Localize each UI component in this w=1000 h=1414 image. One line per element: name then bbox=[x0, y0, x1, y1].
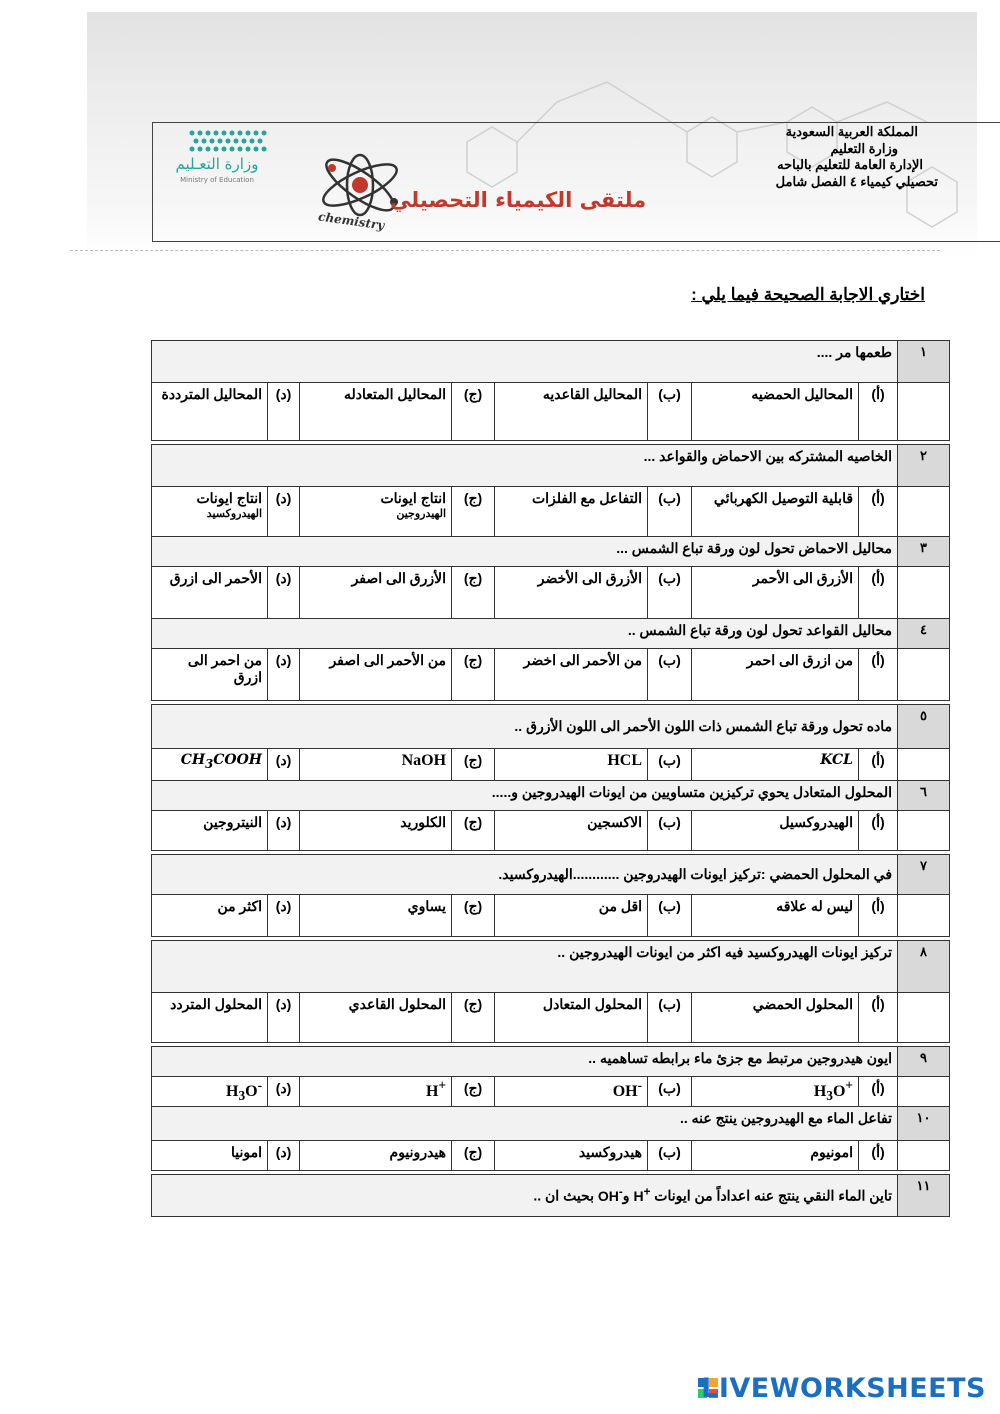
text-sup: - bbox=[618, 1185, 623, 1199]
option-label-d: (د) bbox=[268, 993, 300, 1043]
option-d[interactable] bbox=[152, 749, 268, 781]
text-part: H bbox=[633, 1187, 644, 1204]
formula-part: H bbox=[226, 1083, 239, 1101]
header-divider bbox=[70, 250, 940, 251]
text-part: بحيث ان .. bbox=[533, 1187, 598, 1204]
option-d[interactable]: المحاليل المترددة bbox=[152, 383, 268, 441]
question-text: الخاصيه المشتركه بين الاحماض والقواعد ... bbox=[152, 445, 898, 487]
option-b[interactable]: هيدروكسيد bbox=[495, 1140, 648, 1170]
answer-cell bbox=[898, 383, 950, 441]
option-a[interactable]: KCL bbox=[692, 749, 859, 781]
option-label-c: (ج) bbox=[452, 1077, 495, 1107]
option-label-b: (ب) bbox=[648, 811, 692, 851]
option-label-b: (ب) bbox=[648, 487, 692, 537]
option-c[interactable]: من الأحمر الى اصفر bbox=[300, 649, 452, 701]
header-line-ministry: وزارة التعليم bbox=[830, 140, 898, 156]
options-row bbox=[152, 1140, 950, 1170]
formula-sup: - bbox=[257, 1078, 263, 1093]
formula-sub: 3 bbox=[238, 1088, 246, 1104]
option-label-d: (د) bbox=[268, 383, 300, 441]
option-d-main: انتاج ايونات bbox=[196, 490, 263, 506]
option-label-d: (د) bbox=[268, 749, 300, 781]
answer-cell bbox=[898, 649, 950, 701]
option-label-c: (ج) bbox=[452, 567, 495, 619]
option-label-c: (ج) bbox=[452, 383, 495, 441]
option-label-c: (ج) bbox=[452, 1140, 495, 1170]
formula-part: O bbox=[832, 1083, 846, 1101]
question-row bbox=[152, 445, 950, 487]
option-a[interactable]: الهيدروكسيل bbox=[692, 811, 859, 851]
option-a[interactable]: من ازرق الى احمر bbox=[692, 649, 859, 701]
option-a[interactable]: المحاليل الحمضيه bbox=[692, 383, 859, 441]
option-label-d: (د) bbox=[268, 649, 300, 701]
option-b[interactable]: الأزرق الى الأخضر bbox=[495, 567, 648, 619]
options-row bbox=[152, 1077, 950, 1107]
question-row bbox=[152, 537, 950, 567]
formula-part: H bbox=[425, 1083, 439, 1101]
question-number: ٥ bbox=[898, 705, 950, 749]
option-d-sub: الهيدروكسيد bbox=[206, 508, 263, 520]
option-b[interactable]: اقل من bbox=[495, 895, 648, 937]
option-d[interactable]: الأحمر الى ازرق bbox=[152, 567, 268, 619]
option-b[interactable]: التفاعل مع الفلزات bbox=[495, 487, 648, 537]
option-c[interactable]: الكلوريد bbox=[300, 811, 452, 851]
option-c[interactable]: هيدرونيوم bbox=[300, 1140, 452, 1170]
formula-sup: - bbox=[637, 1078, 643, 1093]
formula-sup: + bbox=[438, 1078, 447, 1093]
option-c[interactable]: NaOH bbox=[300, 749, 452, 781]
options-row bbox=[152, 895, 950, 937]
formula-part: COOH bbox=[213, 752, 263, 768]
options-row bbox=[152, 567, 950, 619]
option-label-b: (ب) bbox=[648, 1077, 692, 1107]
option-b[interactable]: المحاليل القاعديه bbox=[495, 383, 648, 441]
ministry-logo-arabic: وزارة التعـليم bbox=[175, 155, 259, 173]
text-sup: + bbox=[643, 1185, 651, 1199]
question-row bbox=[152, 941, 950, 993]
formula-sub: 3 bbox=[826, 1088, 833, 1104]
option-label-a: (أ) bbox=[859, 649, 898, 701]
options-row bbox=[152, 487, 950, 537]
question-row bbox=[152, 855, 950, 895]
options-row bbox=[152, 649, 950, 701]
question-text: تركيز ايونات الهيدروكسيد فيه اكثر من ايونات الهيدروجين .. bbox=[152, 941, 898, 993]
question-number: ١ bbox=[898, 341, 950, 383]
option-label-a: (أ) bbox=[859, 749, 898, 781]
option-label-c: (ج) bbox=[452, 487, 495, 537]
formula-part: H bbox=[813, 1083, 827, 1101]
options-row bbox=[152, 749, 950, 781]
question-row bbox=[152, 781, 950, 811]
question-number: ٩ bbox=[898, 1047, 950, 1077]
option-d[interactable]: المحلول المتردد bbox=[152, 993, 268, 1043]
option-label-c: (ج) bbox=[452, 993, 495, 1043]
option-c[interactable]: المحاليل المتعادله bbox=[300, 383, 452, 441]
answer-cell bbox=[898, 1140, 950, 1170]
option-c-main: انتاج ايونات bbox=[380, 490, 447, 506]
option-label-d: (د) bbox=[268, 895, 300, 937]
question-row bbox=[152, 705, 950, 749]
option-label-d: (د) bbox=[268, 811, 300, 851]
ministry-logo-english: Ministry of Education bbox=[180, 176, 254, 184]
question-row bbox=[152, 1047, 950, 1077]
option-c[interactable]: الأزرق الى اصفر bbox=[300, 567, 452, 619]
option-c[interactable] bbox=[300, 1077, 452, 1107]
question-row bbox=[152, 1106, 950, 1140]
question-number: ٤ bbox=[898, 619, 950, 649]
option-label-a: (أ) bbox=[859, 383, 898, 441]
option-label-b: (ب) bbox=[648, 895, 692, 937]
question-text: ماده تحول ورقة تباع الشمس ذات اللون الأحمر الى اللون الأزرق .. bbox=[152, 705, 898, 749]
option-d[interactable]: امونيا bbox=[152, 1140, 268, 1170]
question-number: ٧ bbox=[898, 855, 950, 895]
option-label-b: (ب) bbox=[648, 1140, 692, 1170]
question-text: تفاعل الماء مع الهيدروجين ينتج عنه .. bbox=[152, 1106, 898, 1140]
ministry-logo bbox=[162, 128, 277, 190]
option-label-b: (ب) bbox=[648, 383, 692, 441]
formula-part: OH bbox=[612, 1083, 638, 1101]
answer-cell bbox=[898, 749, 950, 781]
answer-cell bbox=[898, 993, 950, 1043]
option-label-d: (د) bbox=[268, 1140, 300, 1170]
question-text: محاليل الاحماض تحول لون ورقة تباع الشمس ... bbox=[152, 537, 898, 567]
answer-cell bbox=[898, 567, 950, 619]
option-d[interactable] bbox=[152, 487, 268, 537]
option-label-d: (د) bbox=[268, 1077, 300, 1107]
question-row bbox=[152, 341, 950, 383]
option-label-a: (أ) bbox=[859, 567, 898, 619]
options-row bbox=[152, 811, 950, 851]
options-row bbox=[152, 993, 950, 1043]
option-label-a: (أ) bbox=[859, 1140, 898, 1170]
answer-cell bbox=[898, 895, 950, 937]
option-label-c: (ج) bbox=[452, 649, 495, 701]
option-label-c: (ج) bbox=[452, 895, 495, 937]
liveworksheets-brand[interactable]: LIVEWORKSHEETS bbox=[701, 1373, 986, 1404]
question-text: المحلول المتعادل يحوي تركيزين متساويين من ايونات الهيدروجين و..... bbox=[152, 781, 898, 811]
question-text: ايون هيدروجين مرتبط مع جزئ ماء برابطه تساهميه .. bbox=[152, 1047, 898, 1077]
option-label-d: (د) bbox=[268, 567, 300, 619]
formula-part: O bbox=[245, 1083, 258, 1101]
question-number: ٨ bbox=[898, 941, 950, 993]
option-a[interactable]: امونيوم bbox=[692, 1140, 859, 1170]
option-label-a: (أ) bbox=[859, 1077, 898, 1107]
questions-table bbox=[151, 340, 950, 1217]
option-label-a: (أ) bbox=[859, 895, 898, 937]
option-d[interactable]: من احمر الى ازرق bbox=[152, 649, 268, 701]
option-a[interactable]: ليس له علاقه bbox=[692, 895, 859, 937]
option-c-sub: الهيدروجين bbox=[396, 508, 447, 520]
chemistry-club-logo bbox=[312, 150, 692, 240]
option-d[interactable]: النيتروجين bbox=[152, 811, 268, 851]
option-b[interactable]: الاكسجين bbox=[495, 811, 648, 851]
option-a[interactable]: قابلية التوصيل الكهربائي bbox=[692, 487, 859, 537]
question-row bbox=[152, 619, 950, 649]
option-label-b: (ب) bbox=[648, 993, 692, 1043]
question-text: محاليل القواعد تحول لون ورقة تباع الشمس .. bbox=[152, 619, 898, 649]
question-text bbox=[152, 1174, 898, 1216]
option-b[interactable]: من الأحمر الى اخضر bbox=[495, 649, 648, 701]
question-text: في المحلول الحمضي :تركيز ايونات الهيدروجين ............الهيدروكسيد. bbox=[152, 855, 898, 895]
option-label-a: (أ) bbox=[859, 811, 898, 851]
option-a[interactable] bbox=[692, 1077, 859, 1107]
formula-sub: 3 bbox=[205, 756, 214, 771]
club-title: ملتقى الكيمياء التحصيلي bbox=[390, 188, 647, 212]
text-part: و bbox=[622, 1187, 634, 1204]
answer-cell bbox=[898, 1077, 950, 1107]
question-number: ٢ bbox=[898, 445, 950, 487]
answer-cell bbox=[898, 487, 950, 537]
option-label-a: (أ) bbox=[859, 487, 898, 537]
formula-part: CH bbox=[180, 752, 206, 768]
option-label-b: (ب) bbox=[648, 567, 692, 619]
text-part: OH bbox=[597, 1187, 619, 1204]
option-a[interactable]: الأزرق الى الأحمر bbox=[692, 567, 859, 619]
formula-sup: + bbox=[845, 1078, 854, 1093]
club-subtitle: chemistry bbox=[317, 209, 386, 233]
header-line-exam: تحصيلي كيمياء ٤ الفصل شامل bbox=[775, 173, 938, 189]
option-c[interactable] bbox=[300, 487, 452, 537]
header-line-directorate: الإدارة العامة للتعليم بالباحه bbox=[777, 157, 923, 172]
text-part: تاين الماء النقي ينتج عنه اعداداً من ايونات bbox=[650, 1187, 893, 1204]
option-a[interactable]: المحلول الحمضي bbox=[692, 993, 859, 1043]
option-label-b: (ب) bbox=[648, 749, 692, 781]
option-label-c: (ج) bbox=[452, 749, 495, 781]
option-label-d: (د) bbox=[268, 487, 300, 537]
option-c[interactable]: المحلول القاعدي bbox=[300, 993, 452, 1043]
ministry-dots-icon bbox=[184, 128, 274, 154]
option-d[interactable]: اكثر من bbox=[152, 895, 268, 937]
header-line-country: المملكة العربية السعودية bbox=[785, 124, 918, 139]
question-number: ٦ bbox=[898, 781, 950, 811]
option-label-c: (ج) bbox=[452, 811, 495, 851]
option-label-a: (أ) bbox=[859, 993, 898, 1043]
options-row bbox=[152, 383, 950, 441]
option-b[interactable]: المحلول المتعادل bbox=[495, 993, 648, 1043]
option-b[interactable] bbox=[495, 1077, 648, 1107]
header-info bbox=[776, 124, 938, 190]
option-c[interactable]: يساوي bbox=[300, 895, 452, 937]
question-row bbox=[152, 1174, 950, 1216]
question-number: ١١ bbox=[898, 1174, 950, 1216]
question-text: طعمها مر .... bbox=[152, 341, 898, 383]
question-number: ١٠ bbox=[898, 1106, 950, 1140]
question-number: ٣ bbox=[898, 537, 950, 567]
option-d[interactable] bbox=[152, 1077, 268, 1107]
option-label-b: (ب) bbox=[648, 649, 692, 701]
answer-cell bbox=[898, 811, 950, 851]
option-b[interactable]: HCL bbox=[495, 749, 648, 781]
instruction: اختاري الاجابة الصحيحة فيما يلي : bbox=[691, 285, 925, 304]
